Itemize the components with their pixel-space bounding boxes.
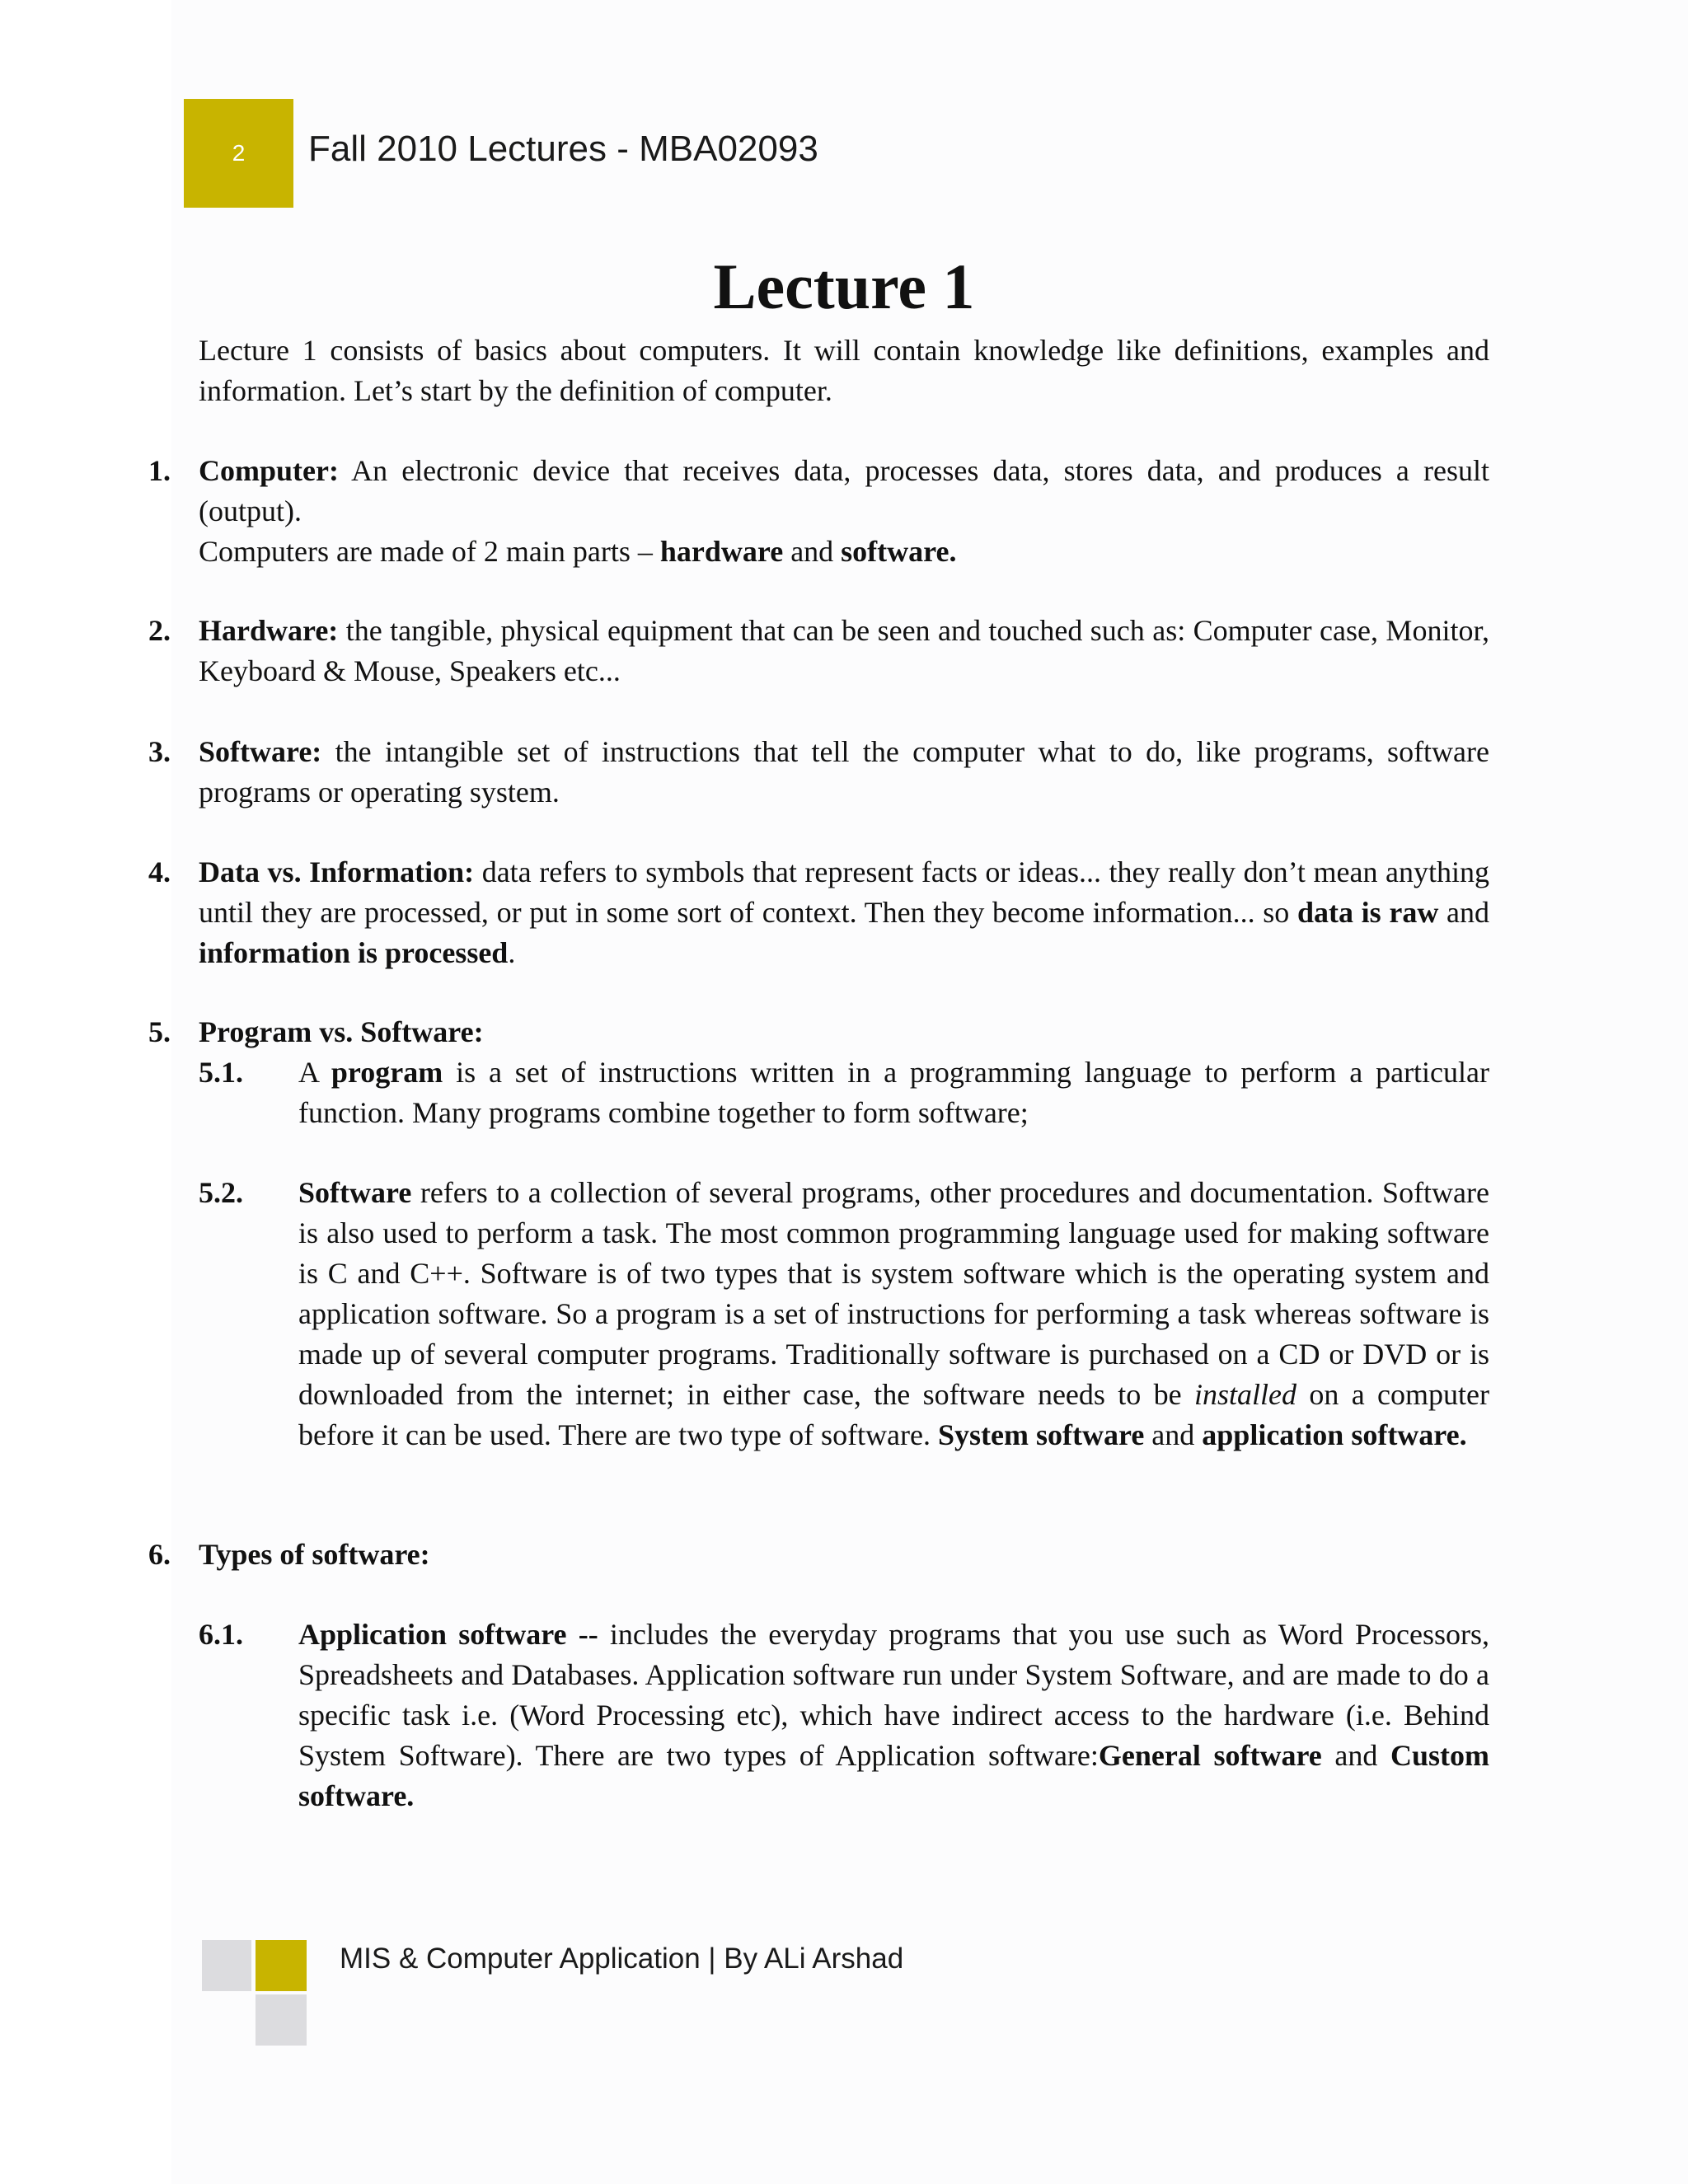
- item-term: Program vs. Software:: [199, 1015, 484, 1048]
- item-number: 3.: [148, 735, 171, 768]
- sub-item-number: 6.1.: [199, 1618, 243, 1651]
- page-number-badge: [184, 99, 293, 208]
- sub-item-program: [199, 1052, 1489, 1133]
- text-and: and: [1144, 1418, 1203, 1451]
- sub-item-definition: includes the everyday programs that you use such as Word Processors, Spreadsheets and Databases. Application software run under System Software, and are made to do a specific task i.e. (Word Processing etc), which have indirect access to the hardware (i.e. Behind System Software). There are two types of Application software:: [298, 1618, 1489, 1772]
- bold-application-software: application software.: [1202, 1418, 1467, 1451]
- item-term: Hardware:: [199, 614, 339, 647]
- list-item-types-of-software: [148, 1535, 1489, 1575]
- item-number: 1.: [148, 454, 171, 487]
- list-item-program-vs-software: [148, 1012, 1489, 1052]
- item-term: Types of software:: [199, 1538, 430, 1571]
- footer-text: MIS & Computer Application | By ALi Arshad: [340, 1943, 904, 1975]
- sub-item-number: 5.1.: [199, 1056, 243, 1089]
- item-definition: the intangible set of instructions that tell the computer what to do, like programs, software programs or operating system.: [199, 735, 1489, 808]
- item-definition: An electronic device that receives data, processes data, stores data, and produces a result (output).: [199, 454, 1489, 527]
- sub-item-term: Application software --: [298, 1618, 598, 1651]
- sub-item-prefix: A: [298, 1056, 331, 1089]
- bold-general-software: General software: [1098, 1739, 1322, 1772]
- item-number: 6.: [148, 1538, 171, 1571]
- sub-item-definition: is a set of instructions written in a programming language to perform a particular function. Many programs combine together to form software;: [298, 1056, 1490, 1129]
- header-title: Fall 2010 Lectures - MBA02093: [308, 129, 818, 169]
- item-text: [199, 451, 1489, 532]
- sub-item-application-software: [199, 1615, 1489, 1816]
- intro-paragraph: [199, 330, 1489, 411]
- note-text: Computers are made of 2 main parts –: [199, 535, 660, 568]
- text-period: .: [508, 936, 516, 969]
- note-bold-software: software.: [841, 535, 957, 568]
- sub-item-definition-cont: on a computer before it can be used. There are two type of software.: [298, 1378, 1489, 1451]
- item-text: [199, 1012, 1489, 1052]
- sub-item-text: [298, 1173, 1489, 1455]
- item-text: [199, 732, 1489, 813]
- bold-information-is-processed: information is processed: [199, 936, 509, 969]
- list-item-software: [148, 732, 1489, 813]
- list-item-data-vs-information: [148, 852, 1489, 973]
- text-and: and: [1438, 896, 1490, 929]
- list-item-hardware: [148, 611, 1489, 691]
- text-and: and: [1321, 1739, 1390, 1772]
- italic-installed: installed: [1193, 1378, 1296, 1411]
- note-text-and: and: [783, 535, 842, 568]
- item-text: [199, 611, 1489, 691]
- item-term: Software:: [199, 735, 322, 768]
- item-number: 2.: [148, 614, 171, 647]
- sub-item-term: program: [331, 1056, 443, 1089]
- intro-text: Lecture 1 consists of basics about computers. It will contain knowledge like definitions, examples and information. Let’s start by the definition of computer.: [199, 334, 1489, 407]
- page-title: Lecture 1: [713, 251, 975, 322]
- footer-square-accent: [256, 1940, 307, 1991]
- item-term: Computer:: [199, 454, 339, 487]
- bold-system-software: System software: [938, 1418, 1145, 1451]
- item-number: 5.: [148, 1015, 171, 1048]
- bold-custom-software: Custom software.: [298, 1739, 1489, 1812]
- sub-item-text: [298, 1052, 1489, 1133]
- sub-item-term: Software: [298, 1176, 412, 1209]
- footer-square-grey-1: [202, 1940, 251, 1991]
- sub-item-number: 5.2.: [199, 1176, 243, 1209]
- sub-item-definition: refers to a collection of several programs, other procedures and documentation. Software is also used to perform a task. The most common programming language used for making software is C and C++. Software is of two types that is system software which is the operating system and application software. So a program is a set of instructions for performing a task whereas software is made up of several computer programs. Traditionally software is purchased on a CD or DVD or is downloaded from the internet; in either case, the software needs to be: [298, 1176, 1489, 1411]
- page-number: 2: [232, 140, 246, 166]
- item-number: 4.: [148, 855, 171, 888]
- item-note: [199, 532, 1489, 572]
- sub-item-text: [298, 1615, 1489, 1816]
- item-term: Data vs. Information:: [199, 855, 475, 888]
- bold-data-is-raw: data is raw: [1296, 896, 1439, 929]
- item-definition: the tangible, physical equipment that can be seen and touched such as: Computer case, Monitor, Keyboard & Mouse, Speakers etc...: [199, 614, 1489, 687]
- note-bold-hardware: hardware: [659, 535, 784, 568]
- list-item-computer: [148, 451, 1489, 572]
- sub-item-software: [199, 1173, 1489, 1455]
- item-definition: data refers to symbols that represent facts or ideas... they really don’t mean anything until they are processed, or put in some sort of context. Then they become information... so: [199, 855, 1490, 929]
- item-text: [199, 852, 1489, 973]
- footer-square-grey-2: [256, 1994, 307, 2046]
- item-text: [199, 1535, 1489, 1575]
